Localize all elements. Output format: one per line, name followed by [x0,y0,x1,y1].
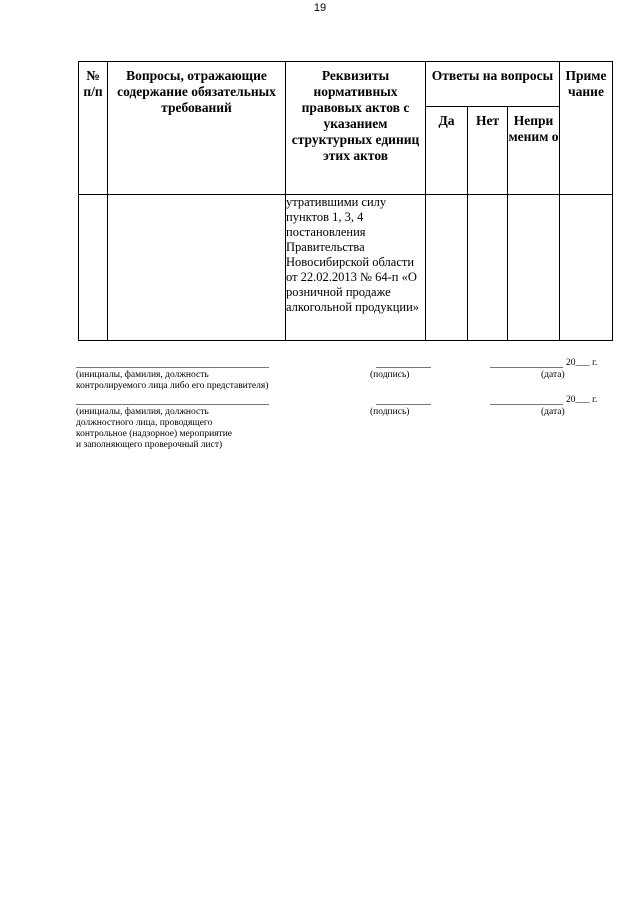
header-yes: Да [426,107,468,195]
cell-yes [426,195,468,341]
signature-line-2 [376,404,431,405]
name-line-2 [76,404,269,405]
checklist-table [78,61,613,341]
date-line-2 [490,404,563,405]
header-answers: Ответы на вопросы [426,62,560,107]
date-caption-2: (дата) [541,407,565,417]
signature-caption-1: (подпись) [370,370,410,380]
header-note: Приме чание [560,62,613,195]
signature-caption-2: (подпись) [370,407,410,417]
header-num: № п/п [79,62,108,195]
page-number: 19 [313,2,327,14]
caption-2-line-3: контрольное (надзорное) мероприятие [76,429,233,439]
year-suffix-1: 20___ г. [566,358,598,368]
caption-1-line-1: (инициалы, фамилия, должность [76,370,209,380]
header-requisites: Реквизиты нормативных правовых актов с указанием структурных единиц этих актов [286,62,426,195]
caption-2-line-2: должностного лица, проводящего [76,418,213,428]
name-line-1 [76,367,269,368]
cell-question [108,195,286,341]
caption-2-line-4: и заполняющего проверочный лист) [76,440,223,450]
caption-2-line-1: (инициалы, фамилия, должность [76,407,209,417]
cell-not-applicable [508,195,560,341]
cell-requisites: утратившими силу пунктов 1, 3, 4 постановления Правительства Новосибирской области от 22.02.2013 № 64-п «О розничной продаже алкогольной продукции» [286,195,426,341]
header-not-applicable: Непри меним о [508,107,560,195]
year-suffix-2: 20___ г. [566,395,598,405]
table-row [79,195,613,341]
caption-1-line-2: контролируемого лица либо его представителя) [76,381,269,391]
header-questions: Вопросы, отражающие содержание обязательных требований [108,62,286,195]
cell-note [560,195,613,341]
date-caption-1: (дата) [541,370,565,380]
date-line-1 [490,367,563,368]
cell-num [79,195,108,341]
signature-line-1 [376,367,431,368]
cell-no [468,195,508,341]
header-no: Нет [468,107,508,195]
